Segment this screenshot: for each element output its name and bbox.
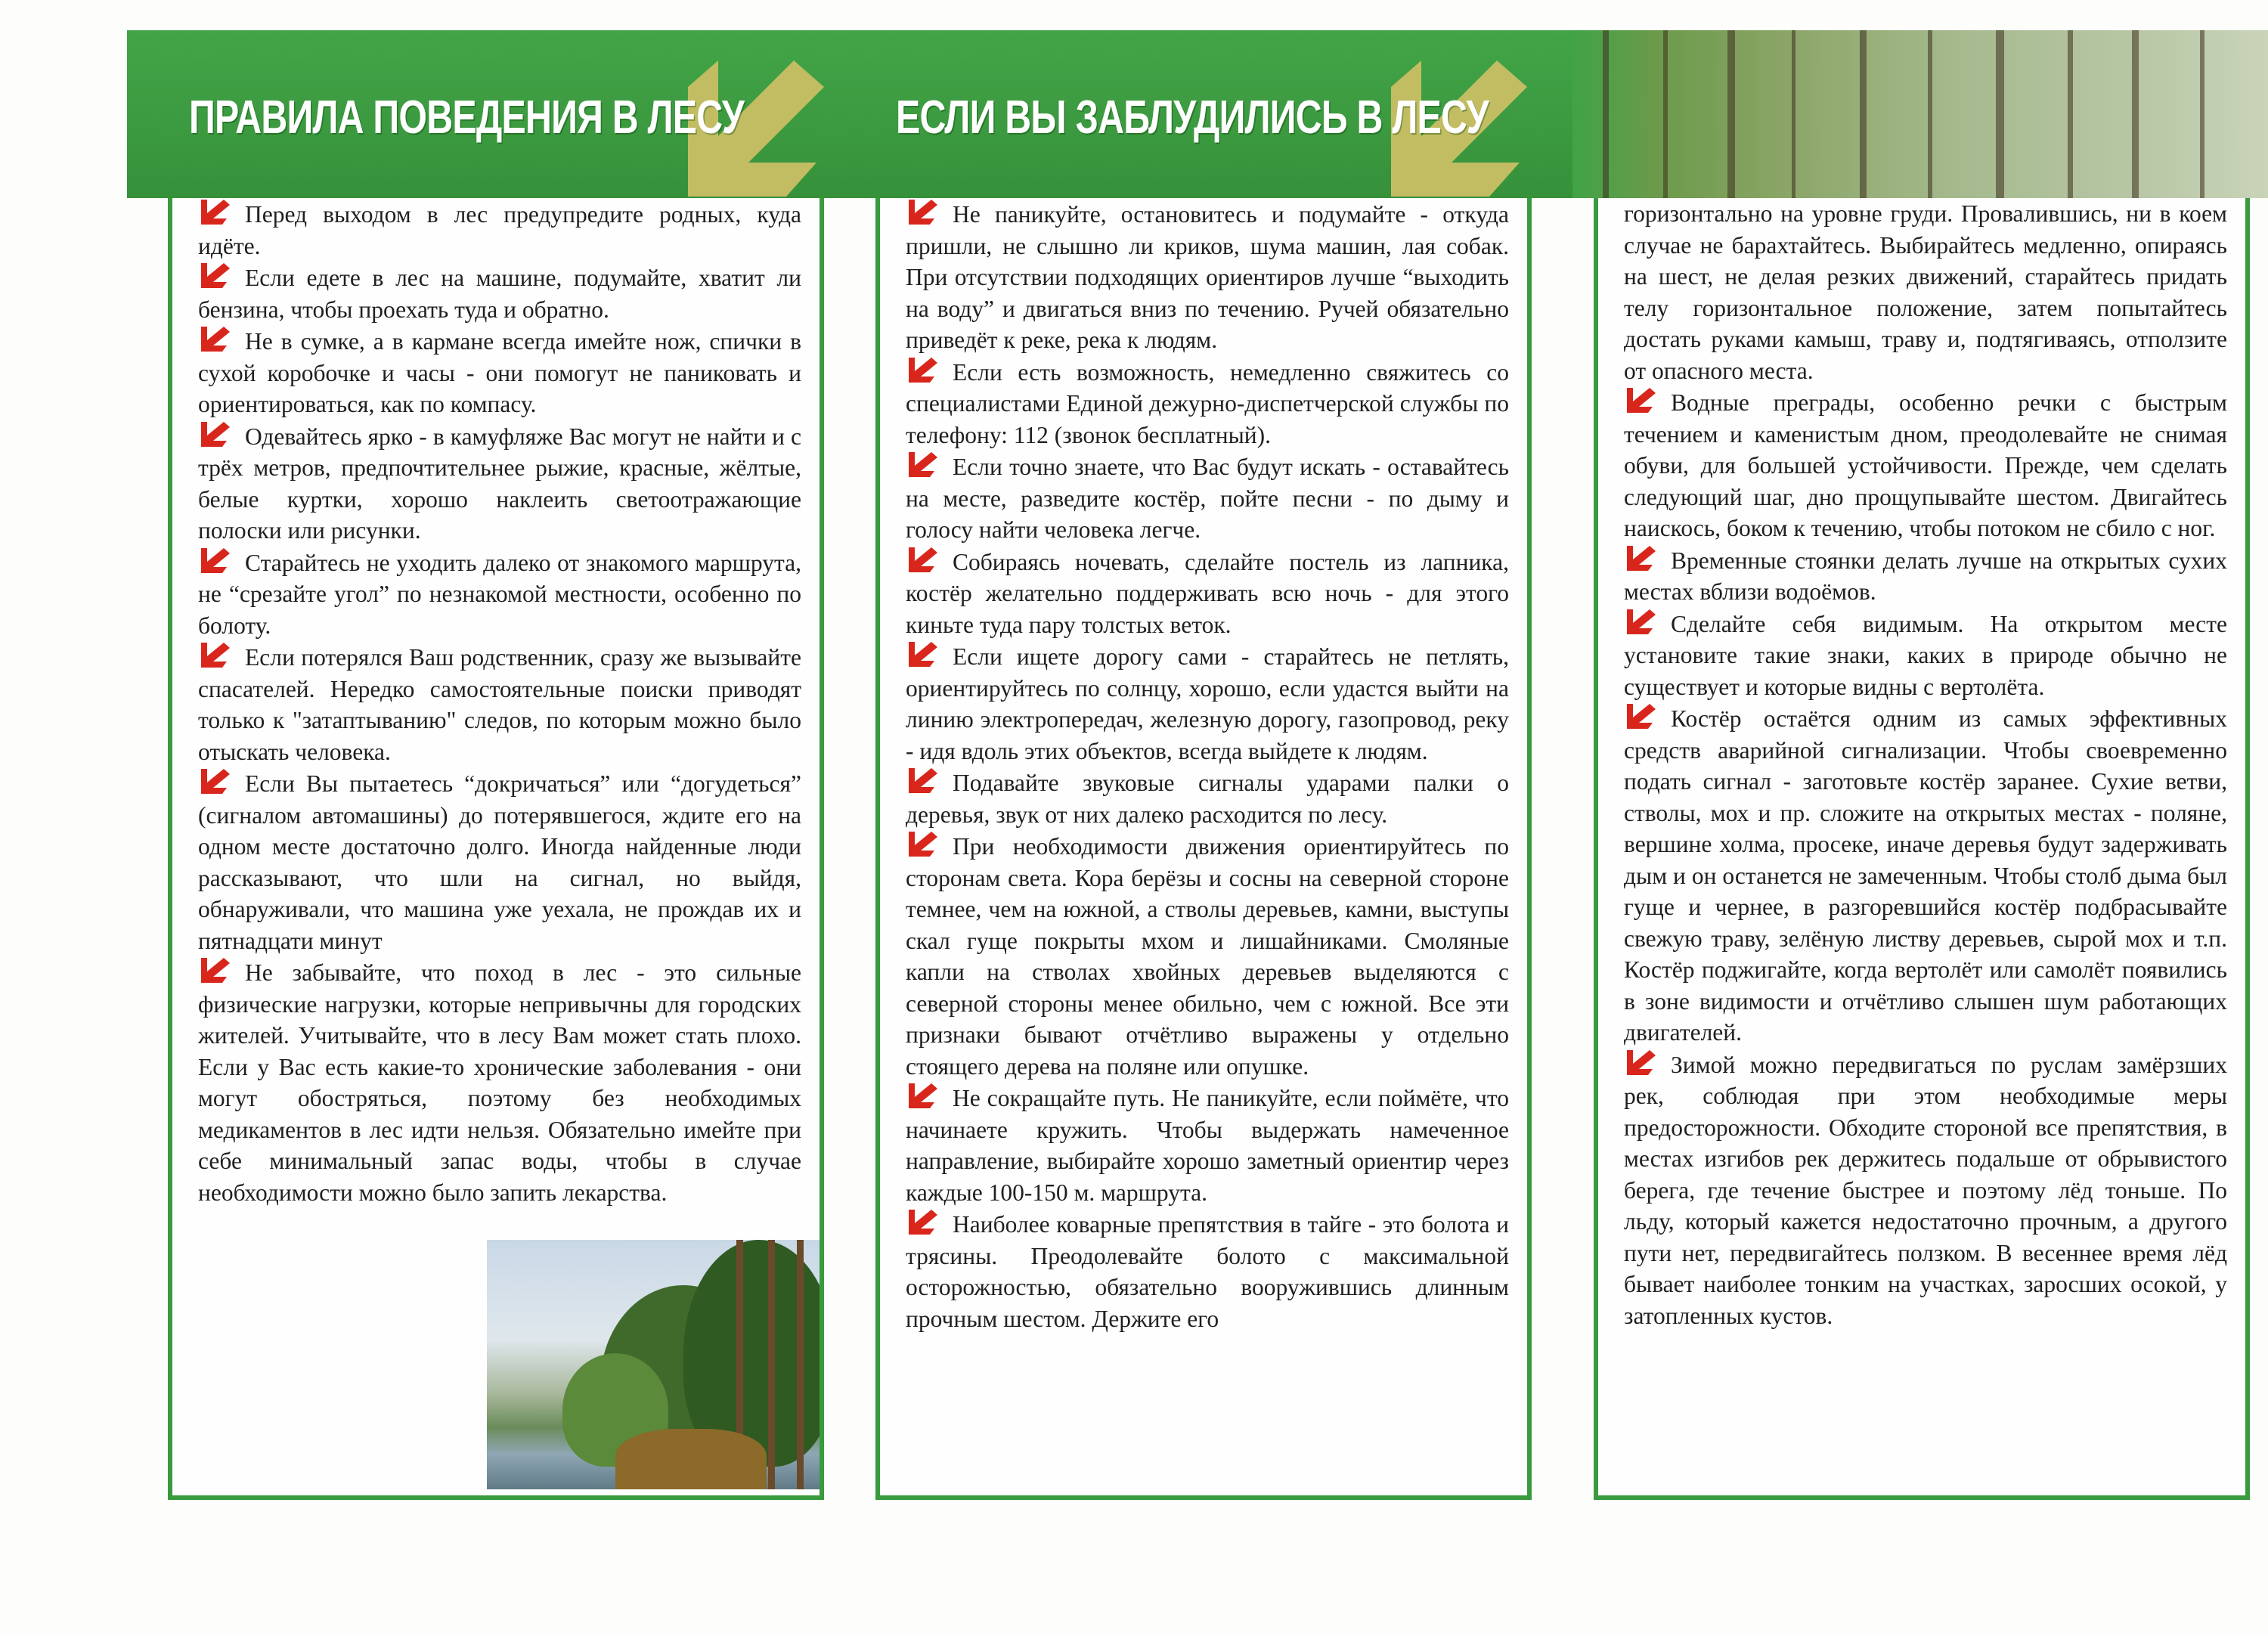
paragraph [198, 767, 801, 956]
paragraph-text: Не забывайте, что поход в лес - это сильные физические нагрузки, которые непривычны для городских жителей. Учитывайте, что в лесу Вам может стать плохо. Если у Вас есть какие-то хронические заболевания - они могут обостряться, поэтому без необходимых медикаментов в лес идти нельзя. Обязательно имейте при себе минимальный запас воды, чтобы в случае необходимости можно было запить лекарства. [198, 959, 801, 1206]
left-section-title: ПРАВИЛА ПОВЕДЕНИЯ В ЛЕСУ [189, 91, 745, 144]
middle-section-title: ЕСЛИ ВЫ ЗАБЛУДИЛИСЬ В ЛЕСУ [896, 91, 1489, 144]
paragraph-text: Водные преграды, особенно речки с быстрым течением и каменистым дном, преодолевайте не снимая обуви, для большей устойчивости. Прежде, чем сделать следующий шаг, дно прощупывайте шестом. Двигайтесь наискось, боком к течению, чтобы потоком не сбило с ног. [1624, 389, 2227, 541]
red-down-left-arrow-icon [1624, 386, 1657, 414]
red-down-left-arrow-icon [198, 420, 231, 448]
red-down-left-arrow-icon [906, 546, 939, 573]
paragraph [906, 1208, 1509, 1334]
paragraph-text: Если есть возможность, немедленно свяжитесь со специалистами Единой дежурно-диспетчерской службы по телефону: 112 (звонок бесплатный). [906, 358, 1509, 448]
paragraph-text: Собираясь ночевать, сделайте постель из лапника, костёр желательно поддерживать всю ночь - для этого киньте туда пару толстых веток. [906, 548, 1509, 638]
paragraph [906, 356, 1509, 451]
red-down-left-arrow-icon [1624, 608, 1657, 635]
paragraph [198, 420, 801, 547]
red-down-left-arrow-icon [198, 641, 231, 668]
column-lost-continued-text [1598, 198, 2245, 1331]
forest-river-photo [487, 1240, 820, 1489]
paragraph [1624, 1049, 2227, 1332]
paragraph [906, 546, 1509, 641]
red-down-left-arrow-icon [906, 830, 939, 857]
red-down-left-arrow-icon [198, 198, 231, 225]
paragraph [906, 830, 1509, 1082]
paragraph-text: Одевайтесь ярко - в камуфляже Вас могут не найти и с трёх метров, предпочтительнее рыжие, красные, жёлтые, белые куртки, хорошо наклеить светоотражающие полоски или рисунки. [198, 423, 801, 544]
paragraph [1624, 198, 2227, 386]
paragraph-text: При необходимости движения ориентируйтесь по сторонам света. Кора берёзы и сосны на северной стороне темнее, чем на южной, а стволы деревьев, камни, выступы скал гуще покрыты мхом и лишайниками. Смоляные капли на стволах хвойных деревьев выделяются с северной стороны менее обильно, чем с южной. Все эти признаки бывают отчётливо выражены у отдельно стоящего дерева на поляне или опушке. [906, 833, 1509, 1080]
red-down-left-arrow-icon [198, 547, 231, 574]
paragraph-text: Не сокращайте путь. Не паникуйте, если поймёте, что начинаете кружить. Чтобы выдержать намеченное направление, выбирайте хорошо заметный ориентир через каждые 100-150 м. маршрута. [906, 1085, 1509, 1206]
paragraph-text: Старайтесь не уходить далеко от знакомого маршрута, не “срезайте угол” по незнакомой местности, особенно по болоту. [198, 549, 801, 639]
red-down-left-arrow-icon [906, 640, 939, 668]
column-rules-text [172, 198, 820, 1208]
paragraph [198, 198, 801, 262]
paragraph-text: Если едете в лес на машине, подумайте, хватит ли бензина, чтобы проехать туда и обратно. [198, 265, 801, 323]
forest-banner-photo [1572, 30, 2268, 198]
paragraph-text: горизонтально на уровне груди. Провалившись, ни в коем случае не барахтайтесь. Выбирайтесь медленно, опираясь на шест, не делая резких движений, старайтесь придать телу горизонтальное положение, затем попытайтесь достать руками камыш, траву и, подтягиваясь, отползите от опасного места. [1624, 200, 2227, 384]
paragraph [1624, 702, 2227, 1049]
paragraph-text: Если Вы пытаетесь “докричаться” или “догудеться” (сигналом автомашины) до потерявшегося, ждите его на одном месте достаточно долго. Иногда найденные люди рассказывают, что шли на сигнал, но выйдя, обнаруживали, что машина уже уехала, не прождав их и пятнадцати минут [198, 770, 801, 954]
column-lost-text [880, 198, 1527, 1334]
red-down-left-arrow-icon [906, 198, 939, 225]
paragraph [906, 640, 1509, 767]
paragraph-text: Временные стоянки делать лучше на открытых сухих местах вблизи водоёмов. [1624, 547, 2227, 605]
paragraph [1624, 386, 2227, 544]
red-down-left-arrow-icon [198, 262, 231, 289]
column-lost-continued [1594, 198, 2250, 1500]
paragraph-text: Не паникуйте, остановитесь и подумайте - откуда пришли, не слышно ли криков, шума машин, лая собак. При отсутствии подходящих ориентиров лучше “выходить на воду” и двигаться вниз по течению. Ручей обязательно приведёт к реке, река к людям. [906, 201, 1509, 353]
paragraph [198, 262, 801, 325]
paragraph-text: Подавайте звуковые сигналы ударами палки о деревья, звук от них далеко расходится по лесу. [906, 770, 1509, 828]
paragraph [1624, 544, 2227, 608]
red-down-left-arrow-icon [906, 1208, 939, 1235]
paragraph [906, 767, 1509, 830]
red-down-left-arrow-icon [1624, 702, 1657, 730]
red-down-left-arrow-icon [906, 451, 939, 478]
paragraph [906, 198, 1509, 356]
paragraph-text: Если точно знаете, что Вас будут искать - оставайтесь на месте, разведите костёр, пойте песни - по дыму и голосу найти человека легче. [906, 454, 1509, 543]
red-down-left-arrow-icon [198, 767, 231, 795]
red-down-left-arrow-icon [198, 325, 231, 352]
paragraph [198, 325, 801, 420]
paragraph [198, 956, 801, 1208]
paragraph [906, 451, 1509, 546]
paragraph-text: Зимой можно передвигаться по руслам замёрзших рек, соблюдая при этом необходимые меры предосторожности. Обходите стороной все препятствия, в местах изгибов рек держитесь подальше от обрывистого берега, где течение быстрее и поэтому лёд тоньше. По льду, который кажется недостаточно прочным, а другого пути нет, передвигайтесь ползком. В весеннее время лёд бывает наиболее тонким на участках, заросших осокой, у затопленных кустов. [1624, 1051, 2227, 1329]
paragraph-text: Перед выходом в лес предупредите родных, куда идёте. [198, 201, 801, 259]
red-down-left-arrow-icon [906, 1082, 939, 1109]
paragraph-text: Не в сумке, а в кармане всегда имейте нож, спички в сухой коробочке и часы - они помогут не паниковать и ориентироваться, как по компасу. [198, 328, 801, 417]
paragraph-text: Если ищете дорогу сами - старайтесь не петлять, ориентируйтесь по солнцу, хорошо, если удастся выйти на линию электропередач, железную дорогу, газопровод, реку - идя вдоль этих объектов, всегда выйдете к людям. [906, 643, 1509, 764]
paragraph-text: Наиболее коварные препятствия в тайге - это болота и трясины. Преодолевайте болото с максимальной осторожностью, обязательно вооружившись длинным прочным шестом. Держите его [906, 1211, 1509, 1332]
paragraph [198, 547, 801, 642]
red-down-left-arrow-icon [906, 356, 939, 383]
paragraph-text: Если потерялся Ваш родственник, сразу же вызывайте спасателей. Нередко самостоятельные поиски приводят только к "затаптыванию" следов, по которым можно было отыскать человека. [198, 644, 801, 765]
red-down-left-arrow-icon [1624, 544, 1657, 572]
paragraph [1624, 608, 2227, 703]
red-down-left-arrow-icon [198, 956, 231, 984]
paragraph-text: Сделайте себя видимым. На открытом месте установите такие знаки, каких в природе обычно не существует и которые видны с вертолёта. [1624, 610, 2227, 700]
paragraph [198, 641, 801, 767]
column-lost [875, 198, 1532, 1500]
red-down-left-arrow-icon [906, 767, 939, 794]
paragraph-text: Костёр остаётся одним из самых эффективных средств аварийной сигнализации. Чтобы своевременно подать сигнал - заготовьте костёр заранее. Сухие ветви, стволы, мох и пр. сложите на открытых местах - поляне, вершине холма, просеке, иначе деревья будут задерживать дым и он останется не замеченным. Чтобы столб дыма был гуще и чернее, в разгоревшийся костёр подбрасывайте свежую траву, зелёную листву деревьев, сырой мох и т.п. Костёр поджигайте, когда вертолёт или самолёт появились в зоне видимости и отчётливо слышен шум работающих двигателей. [1624, 705, 2227, 1046]
paragraph [906, 1082, 1509, 1208]
red-down-left-arrow-icon [1624, 1049, 1657, 1076]
